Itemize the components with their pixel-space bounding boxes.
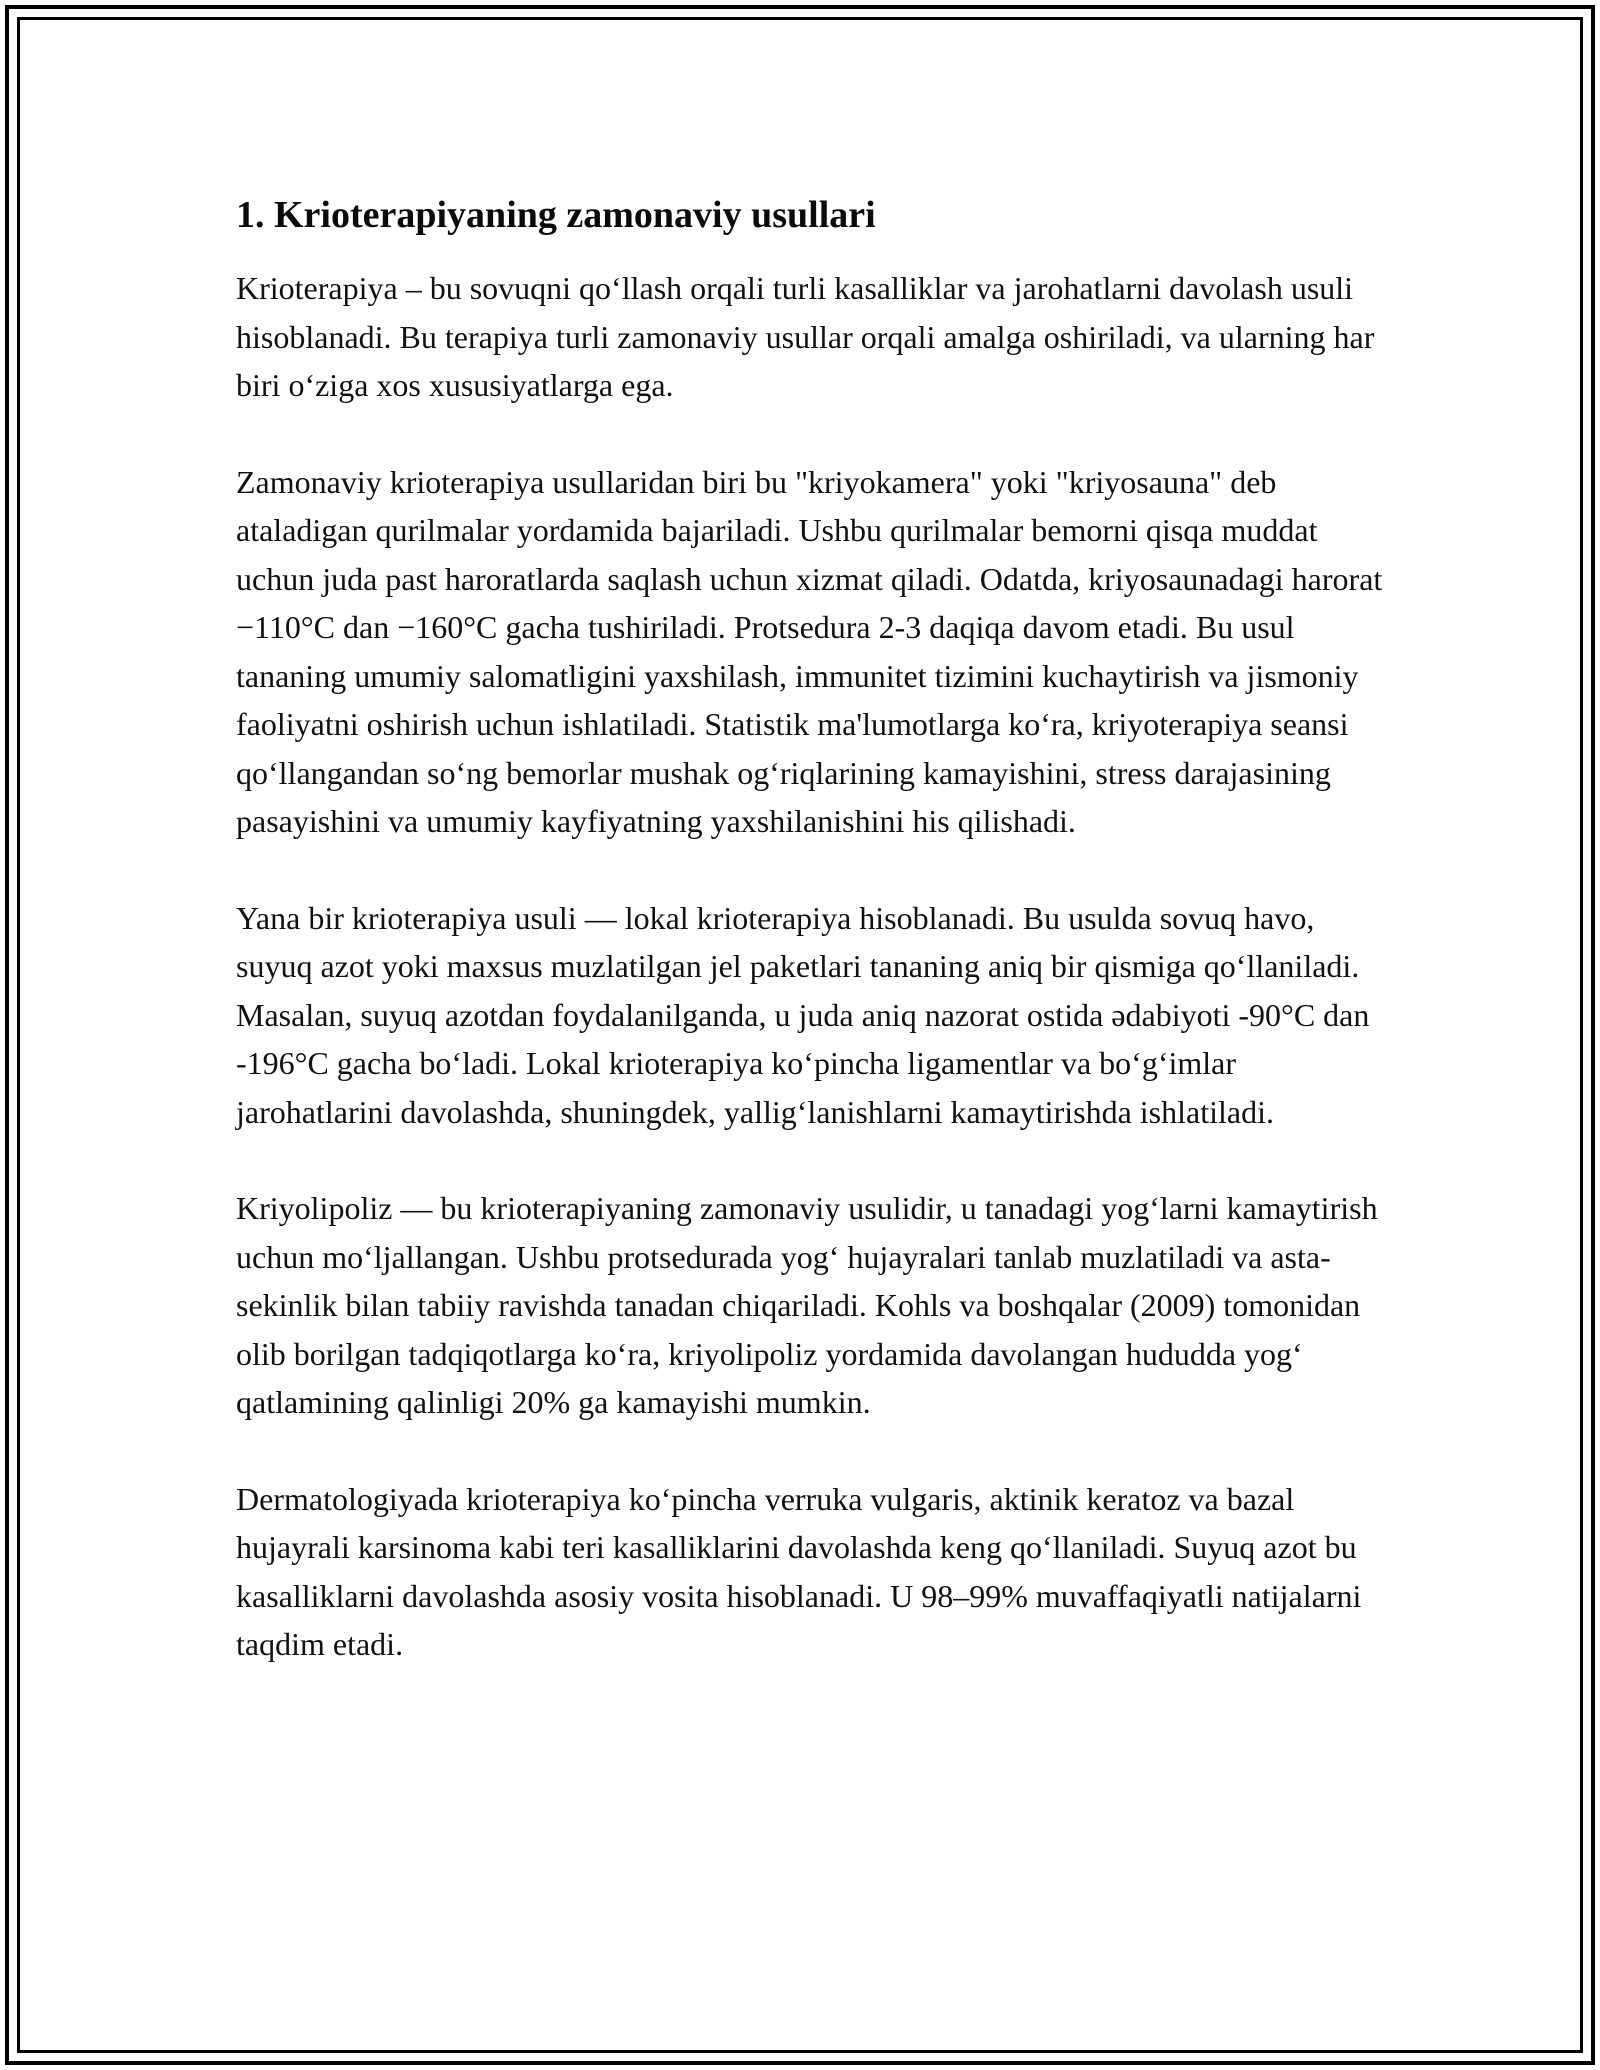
paragraph-intro: Krioterapiya – bu sovuqni qoʻllash orqali turli kasalliklar va jarohatlarni davolash usuli hisoblanadi. Bu terapiya turli zamonaviy usullar orqali amalga oshiriladi, va ularning har biri oʻziga xos xususiyatlarga ega. — [236, 270, 1375, 403]
paragraph-lokal-krioterapiya: Yana bir krioterapiya usuli — lokal krioterapiya hisoblanadi. Bu usulda sovuq havo, suyuq azot yoki maxsus muzlatilgan jel paketlari tananing aniq bir qismiga qoʻllaniladi. Masalan, suyuq azotdan foydalanilganda, u juda aniq nazorat ostida ədabiyoti -90°C dan -196°C gacha boʻladi. Lokal krioterapiya koʻpincha ligamentlar va boʻgʻimlar jarohatlarini davolashda, shuningdek, yalligʻlanishlarni kamaytirishda ishlatiladi. — [236, 899, 1370, 1130]
section-heading: 1. Krioterapiyaning zamonaviy usullari — [236, 194, 876, 236]
document-body — [236, 186, 1396, 1717]
paragraph-kriyokamera: Zamonaviy krioterapiya usullaridan biri bu "kriyokamera" yoki "kriyosauna" deb ataladigan qurilmalar yordamida bajariladi. Ushbu qurilmalar bemorni qisqa muddat uchun juda past haroratlarda saqlash uchun xizmat qiladi. Odatda, kriyosaunadagi harorat −110°C dan −160°C gacha tushiriladi. Protsedura 2-3 daqiqa davom etadi. Bu usul tananing umumiy salomatligini yaxshilash, immunitet tizimini kuchaytirish va jismoniy faoliyatni oshirish uchun ishlatiladi. Statistik ma'lumotlarga koʻra, kriyoterapiya seansi qoʻllangandan soʻng bemorlar mushak ogʻriqlarining kamayishini, stress darajasining pasayishini va umumiy kayfiyatning yaxshilanishini his qilishadi. — [236, 463, 1383, 839]
paragraph-kriyolipoliz: Kriyolipoliz — bu krioterapiyaning zamonaviy usulidir, u tanadagi yogʻlarni kamaytirish uchun moʻljallangan. Ushbu protsedurada yogʻ hujayralari tanlab muzlatiladi va asta-sekinlik bilan tabiiy ravishda tanadan chiqariladi. Kohls va boshqalar (2009) tomonidan olib borilgan tadqiqotlarga koʻra, kriyolipoliz yordamida davolangan hududda yogʻ qatlamining qalinligi 20% ga kamayishi mumkin. — [236, 1190, 1378, 1420]
paragraph-dermatologiya: Dermatologiyada krioterapiya koʻpincha verruka vulgaris, aktinik keratoz va bazal hujayrali karsinoma kabi teri kasalliklarini davolashda keng qoʻllaniladi. Suyuq azot bu kasalliklarni davolashda asosiy vosita hisoblanadi. U 98–99% muvaffaqiyatli natijalarni taqdim etadi. — [236, 1480, 1362, 1662]
